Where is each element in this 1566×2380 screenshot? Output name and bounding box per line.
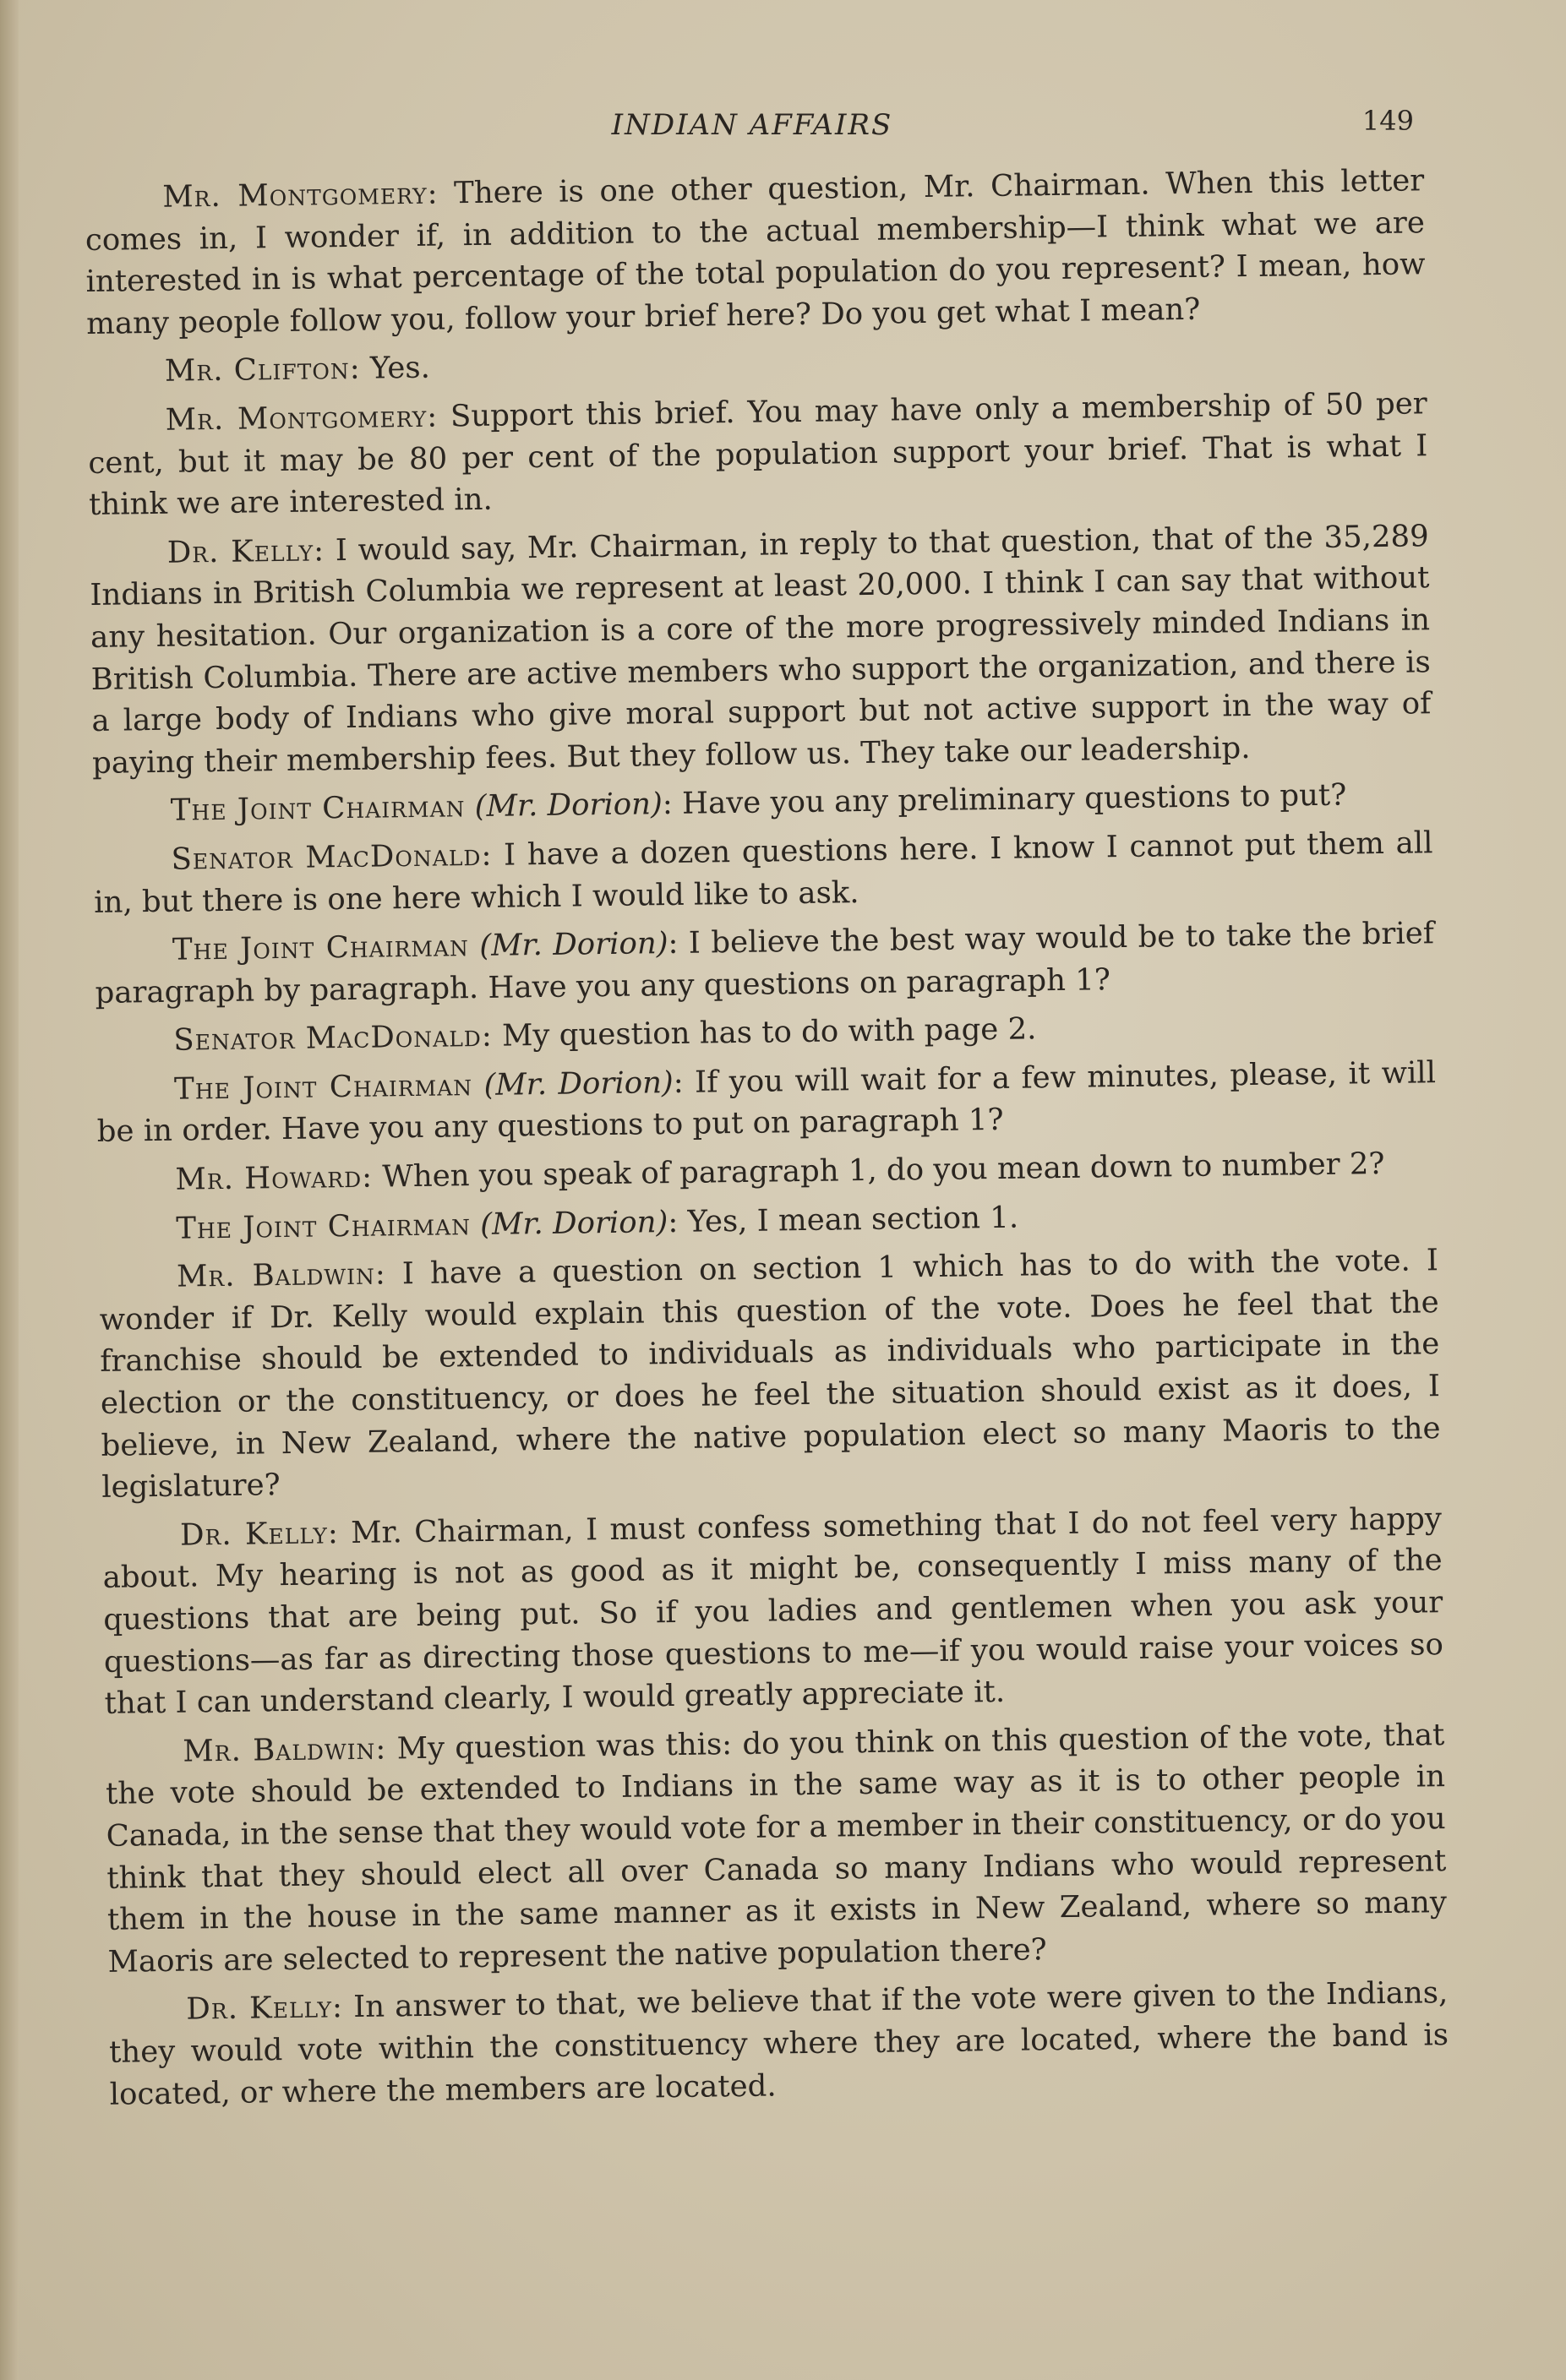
speaker-name: Mr. Baldwin:: [176, 1256, 387, 1294]
paragraph-text: I would say, Mr. Chairman, in reply to that question, that of the 35,289 Indians in British Columbia we represent at least 20,000. I think I can say that without any hesitation. Our organization is a core of the more progressively minded Indians in British Columbia. There are active members who support the organization, and there is a large body of Indians who give moral support but not active support in the way of paying their membership fees. But they follow us. They take our leadership.: [90, 518, 1432, 781]
paragraph-text: When you speak of paragraph 1, do you mean down to number 2?: [372, 1146, 1385, 1195]
speaker-name: Dr. Kelly:: [166, 533, 325, 570]
speaker-name: Dr. Kelly:: [186, 1990, 344, 2027]
paragraph-text: Mr. Chairman, I must confess something that I do not feel very happy about. My hearing is not as good as it might be, consequently I miss many of the questions that are being put. So if you ladies and gentlemen when you ask your questions—as far as directing those questions to me—if you would raise your voices so that I can understand clearly, I would greatly appreciate it.: [102, 1500, 1444, 1722]
speaker-name: Mr. Howard:: [175, 1159, 374, 1197]
paragraph: [87, 383, 1428, 526]
speaker-name: Mr. Montgomery:: [165, 399, 439, 438]
transcript-body: [85, 160, 1449, 2116]
speaker-name: Dr. Kelly:: [179, 1516, 340, 1553]
paragraph-text: Support this brief. You may have only a membership of 50 per cent, but it may be 80 per cent of the population support your brief. That is what I think we are interested in.: [88, 386, 1428, 523]
speaker-name: The Joint Chairman: [170, 789, 466, 829]
page-number: 149: [1361, 105, 1414, 137]
speaker-name: Mr. Clifton:: [164, 351, 361, 389]
paragraph-text: Yes.: [360, 351, 431, 387]
paragraph-text: : Yes, I mean section 1.: [668, 1200, 1019, 1239]
paragraph-text: My question was this: do you think on this question of the vote, that the vote should be extended to Indians in the same way as it is to other people in Canada, in the sense that they would vote for a member in their constituency, or do you think that they should elect all over Canada so many Indians who would represent them in the house in the same manner as it exists in New Zealand, where so many Maoris are selected to represent the native population there?: [105, 1717, 1448, 1980]
running-title: INDIAN AFFAIRS: [611, 108, 893, 142]
chair-name: (Mr. Dorion): [474, 787, 663, 825]
book-spine-shadow: [0, 0, 19, 2380]
speaker-name: The Joint Chairman: [176, 1206, 472, 1246]
paragraph: [99, 1239, 1442, 1508]
chair-name: (Mr. Dorion): [479, 1204, 668, 1242]
speaker-name: The Joint Chairman: [172, 929, 470, 967]
speaker-name: The Joint Chairman: [173, 1067, 473, 1107]
paragraph: [102, 1498, 1444, 1725]
paragraph: [85, 160, 1426, 345]
page-header: [0, 105, 1566, 150]
chair-name: (Mr. Dorion): [483, 1065, 674, 1103]
speaker-name: Senator MacDonald:: [173, 1019, 494, 1058]
paragraph-text: There is one other question, Mr. Chairman. When this letter comes in, I wonder if, in addition to the actual membership—I think what we are interested in is what percentage of the total population do you represent? I mean, how many people follow you, follow your brief here? Do you get what I mean?: [85, 163, 1426, 341]
speaker-name: Mr. Baldwin:: [183, 1731, 387, 1769]
paragraph: [105, 1714, 1448, 1983]
paragraph: [108, 1972, 1449, 2116]
speaker-name: Senator MacDonald:: [171, 837, 493, 877]
paragraph-text: : I believe the best way would be to take the brief paragraph by paragraph. Have you any questions on paragraph 1?: [95, 916, 1435, 1010]
paragraph: [90, 515, 1432, 784]
speaker-name: Mr. Montgomery:: [162, 176, 439, 215]
paragraph-text: : Have you any preliminary questions to put?: [662, 777, 1347, 822]
paragraph-text: I have a question on section 1 which has to do with the vote. I wonder if Dr. Kelly would explain this question of the vote. Does he feel that the franchise should be extended to individuals as individuals who participate in the election or the constituency, or does he feel the situation should exist as it does, I believe, in New Zealand, where the native population elect so many Maoris to the legislature?: [99, 1243, 1441, 1506]
paragraph-text: In answer to that, we believe that if the vote were given to the Indians, they would vote within the constituency where they are located, where the band is located, or where the members are located.: [108, 1975, 1449, 2112]
paragraph-text: My question has to do with page 2.: [492, 1011, 1037, 1054]
paragraph-text: : If you will wait for a few minutes, please, it will be in order. Have you any questions to put on paragraph 1?: [96, 1055, 1437, 1150]
paragraph-text: I have a dozen questions here. I know I cannot put them all in, but there is one here which I would like to ask.: [93, 825, 1433, 920]
chair-name: (Mr. Dorion): [479, 926, 668, 964]
